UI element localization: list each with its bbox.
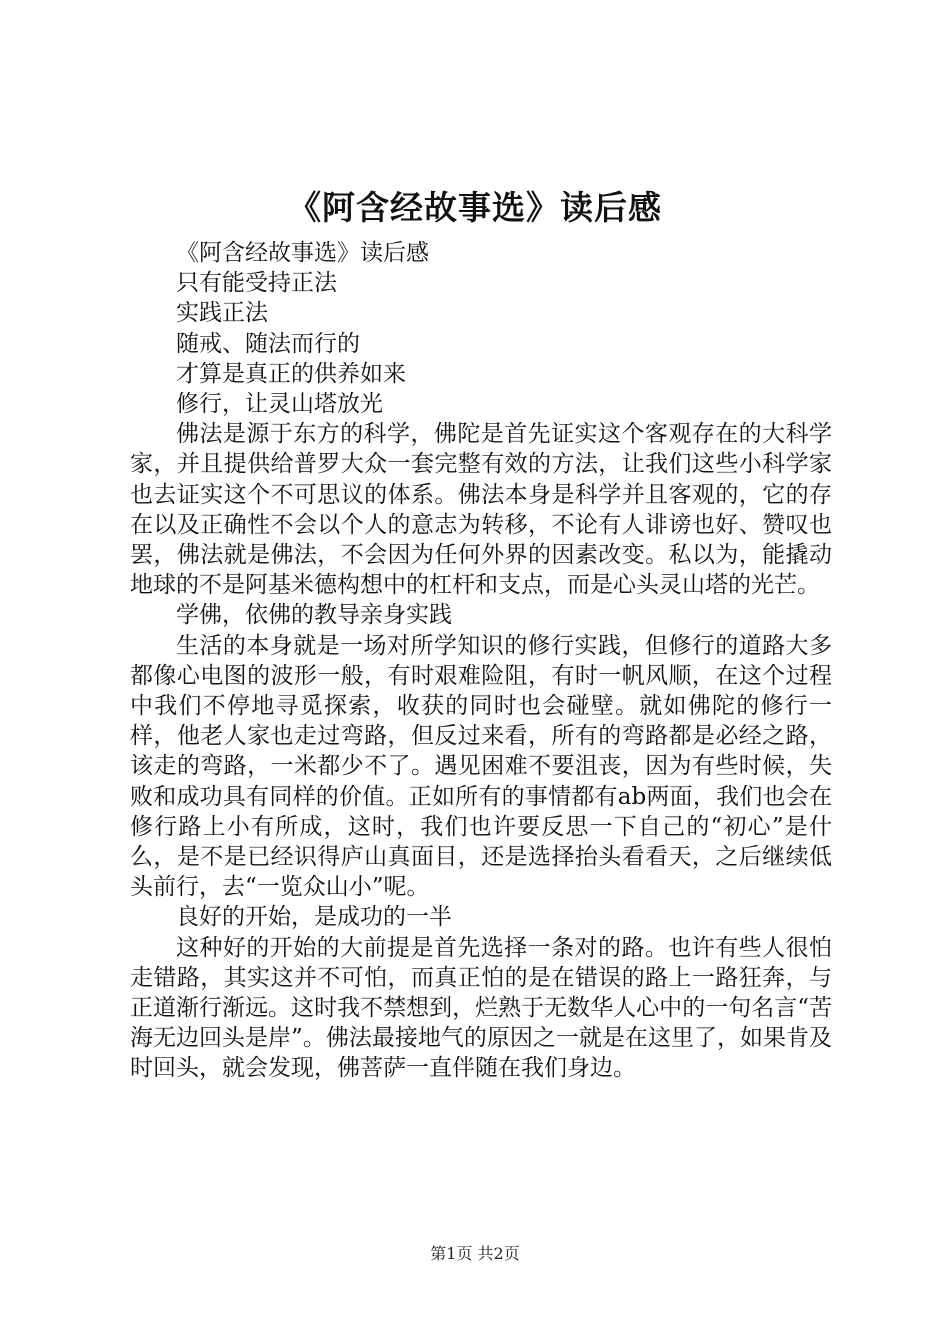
paragraph: 只有能受持正法 <box>176 270 337 297</box>
paragraph: 才算是真正的供养如来 <box>176 360 406 387</box>
paragraph: 佛法是源于东方的科学，佛陀是首先证实这个客观存在的大科学家，并且提供给普罗大众一套完整有效的方法，让我们这些小科学家也去证实这个不可思议的体系。佛法本身是科学并且客观的，它的存在以及正确性不会以个人的意志为转移，不论有人诽谤也好、赞叹也罢，佛法就是佛法，不会因为任何外界的因素改变。私以为，能撬动地球的不是阿基米德构想中的杠杆和支点，而是心头灵山塔的光芒。 <box>130 421 832 599</box>
paragraph: 《阿含经故事选》读后感 <box>176 240 429 266</box>
page-number-footer: 第1页 共2页 <box>430 1244 520 1263</box>
paragraph: 随戒、随法而行的 <box>176 330 360 357</box>
paragraph: 实践正法 <box>176 300 268 327</box>
paragraph: 良好的开始，是成功的一半 <box>176 904 452 931</box>
paragraph: 生活的本身就是一场对所学知识的修行实践，但修行的道路大多都像心电图的波形一般，有时艰难险阻，有时一帆风顺，在这个过程中我们不停地寻觅探索，收获的同时也会碰壁。就如佛陀的修行一样，他老人家也走过弯路，但反过来看，所有的弯路都是必经之路，该走的弯路，一米都少不了。遇见困难不要沮丧，因为有些时候，失败和成功具有同样的价值。正如所有的事情都有ab两面，我们也会在修行路上小有所成，这时，我们也许要反思一下自己的“初心”是什么，是不是已经识得庐山真面目，还是选择抬头看看天，之后继续低头前行，去“一览众山小”呢。 <box>130 632 832 901</box>
paragraph: 修行，让灵山塔放光 <box>176 391 383 418</box>
document-body <box>130 238 832 1084</box>
document-title: 《阿含经故事选》读后感 <box>288 188 662 227</box>
paragraph: 这种好的开始的大前提是首先选择一条对的路。也许有些人很怕走错路，其实这并不可怕，而真正怕的是在错误的路上一路狂奔，与正道渐行渐远。这时我不禁想到，烂熟于无数华人心中的一句名言“苦海无边回头是岸”。佛法最接地气的原因之一就是在这里了，如果肯及时回头，就会发现，佛菩萨一直伴随在我们身边。 <box>130 934 832 1082</box>
paragraph: 学佛，依佛的教导亲身实践 <box>176 602 452 629</box>
